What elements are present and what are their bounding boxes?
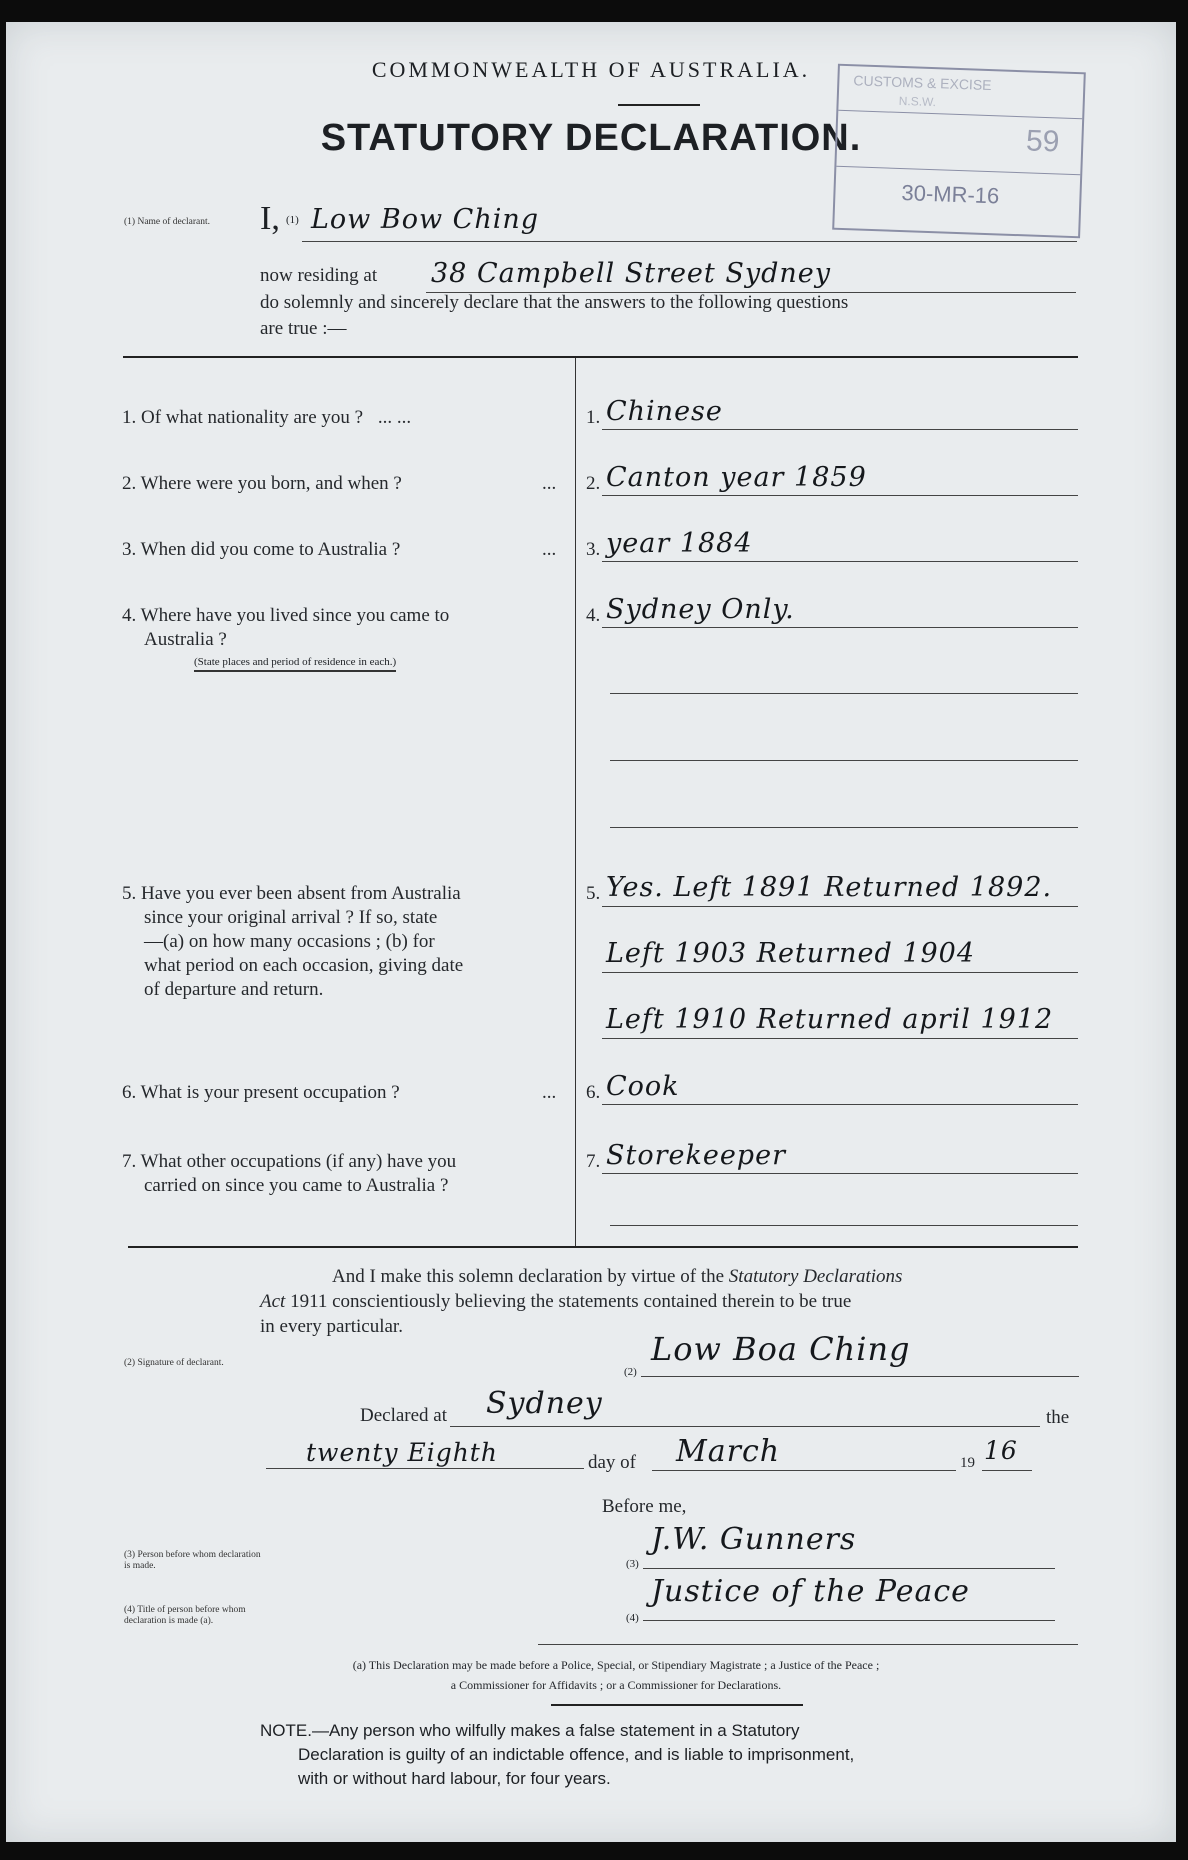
declaration-line-1b: Statutory Declarations <box>728 1266 903 1287</box>
answer-6: Cook <box>606 1071 680 1102</box>
question-3-leader: ... <box>542 539 557 560</box>
marker-4: (4) <box>626 1612 639 1624</box>
declared-place: Sydney <box>486 1386 603 1421</box>
stamp-divider <box>838 110 1082 120</box>
declaration-line-1a: And I make this solemn declaration by virtue of the <box>332 1266 725 1287</box>
person-title: Justice of the Peace <box>651 1574 970 1609</box>
place-line <box>450 1426 1040 1427</box>
answer-4-blank-line <box>610 827 1078 828</box>
margin-note-declarant: (1) Name of declarant. <box>124 217 210 227</box>
address-value: 38 Campbell Street Sydney <box>431 258 831 289</box>
answer-4-num: 4. <box>586 605 601 626</box>
question-5-text-line-5: of departure and return. <box>144 979 324 1000</box>
stamp-number: 59 <box>1025 124 1060 159</box>
question-4 <box>122 604 567 652</box>
column-divider <box>575 358 576 1246</box>
year-suffix: 16 <box>984 1436 1018 1465</box>
answer-7-num: 7. <box>586 1151 601 1172</box>
customs-stamp <box>832 64 1086 239</box>
answer-5-line-1: Yes. Left 1891 Returned 1892. <box>606 872 1053 903</box>
question-4-text-line-2: Australia ? <box>144 629 227 650</box>
year-line <box>982 1470 1032 1471</box>
answer-6-line <box>602 1104 1078 1105</box>
answer-1-line <box>602 429 1078 430</box>
question-1 <box>122 406 411 430</box>
answer-5-line <box>602 906 1078 907</box>
answer-7-blank-line <box>610 1225 1078 1226</box>
question-5-text-line-4: what period on each occasion, giving date <box>144 955 464 976</box>
answer-4-blank-line <box>610 760 1078 761</box>
declaration-paragraph <box>260 1264 1080 1339</box>
declared-day: twenty Eighth <box>306 1438 498 1467</box>
footnote-rule <box>538 1644 1078 1645</box>
question-6-text: What is your present occupation ? <box>140 1082 400 1103</box>
question-3-num: 3. <box>122 539 137 560</box>
question-7-num: 7. <box>122 1151 137 1172</box>
answer-7-line <box>602 1173 1078 1174</box>
commonwealth-heading: COMMONWEALTH OF AUSTRALIA. <box>371 57 811 82</box>
answer-1: Chinese <box>606 396 723 427</box>
question-4-num: 4. <box>122 605 137 626</box>
declare-line-2: are true :— <box>260 318 347 339</box>
question-6-num: 6. <box>122 1082 137 1103</box>
margin-note-person: (3) Person before whom declaration is made. <box>124 1550 261 1571</box>
declared-at-label: Declared at <box>360 1405 448 1426</box>
question-5-text-line-1: Have you ever been absent from Australia <box>141 883 461 904</box>
declarant-name: Low Bow Ching <box>311 204 540 235</box>
marker-3: (3) <box>626 1558 639 1570</box>
question-5-text-line-3: —(a) on how many occasions ; (b) for <box>144 931 435 952</box>
question-2-num: 2. <box>122 473 137 494</box>
day-of-label: day of <box>588 1452 637 1473</box>
marker-1: (1) <box>286 214 299 226</box>
question-4-text-line-1: Where have you lived since you came to <box>140 605 450 626</box>
marker-2: (2) <box>624 1366 637 1378</box>
footnote-line-2: a Commissioner for Affidavits ; or a Commissioner for Declarations. <box>450 1678 782 1692</box>
note-divider <box>551 1704 803 1706</box>
before-me-label: Before me, <box>602 1496 687 1517</box>
declaration-line-3: in every particular. <box>260 1316 403 1337</box>
stamp-divider <box>836 166 1080 176</box>
title-line <box>643 1620 1055 1621</box>
stamp-top-line: CUSTOMS & EXCISE <box>853 72 992 94</box>
person-signature: J.W. Gunners <box>651 1522 857 1557</box>
section-divider-bottom <box>128 1246 1078 1248</box>
question-2-leader: ... <box>542 473 557 494</box>
answer-3: year 1884 <box>606 528 753 559</box>
question-3-text: When did you come to Australia ? <box>140 539 401 560</box>
declaration-line-2a: Act <box>260 1291 286 1312</box>
declare-line-1: do solemnly and sincerely declare that the answers to the following questions <box>260 292 849 313</box>
note-line-3: with or without hard labour, for four years. <box>298 1769 611 1788</box>
answer-4: Sydney Only. <box>606 594 795 625</box>
answer-4-line <box>602 627 1078 628</box>
question-7 <box>122 1150 577 1198</box>
answer-2: Canton year 1859 <box>606 462 867 493</box>
note-line-2: Declaration is guilty of an indictable offence, and is liable to imprisonment, <box>298 1745 855 1764</box>
year-prefix: 19 <box>960 1455 975 1471</box>
document-title: STATUTORY DECLARATION. <box>320 117 862 159</box>
the-label: the <box>1046 1407 1070 1428</box>
answer-3-num: 3. <box>586 539 601 560</box>
section-divider-top <box>123 356 1078 358</box>
answer-5-line <box>602 1038 1078 1039</box>
answer-6-num: 6. <box>586 1082 601 1103</box>
i-label: I, <box>260 200 280 237</box>
declaration-page <box>6 22 1176 1842</box>
answer-2-line <box>602 495 1078 496</box>
person-line <box>643 1568 1055 1569</box>
margin-note-signature: (2) Signature of declarant. <box>124 1358 224 1368</box>
declarant-signature: Low Boa Ching <box>651 1330 911 1368</box>
declaration-line-2b: 1911 conscientiously believing the statements contained therein to be true <box>290 1291 852 1312</box>
question-5-text-line-2: since your original arrival ? If so, state <box>144 907 438 928</box>
question-4-note: (State places and period of residence in each.) <box>194 656 396 672</box>
declared-month: March <box>676 1434 781 1469</box>
question-1-leader: ... ... <box>377 407 412 428</box>
month-line <box>652 1470 956 1471</box>
day-line <box>266 1468 584 1469</box>
answer-5-line <box>602 972 1078 973</box>
footnote-line-1: (a) This Declaration may be made before a Police, Special, or Stipendiary Magistrate ; a Justice of the Peace ; <box>352 1658 880 1672</box>
residing-label: now residing at <box>260 265 378 286</box>
question-3 <box>122 538 557 562</box>
question-6 <box>122 1081 557 1105</box>
question-1-text: Of what nationality are you ? <box>141 407 364 428</box>
answer-5-num: 5. <box>586 883 601 904</box>
legal-note <box>260 1719 1090 1791</box>
answer-7: Storekeeper <box>606 1140 786 1171</box>
question-7-text-line-1: What other occupations (if any) have you <box>140 1151 457 1172</box>
answer-4-blank-line <box>610 693 1078 694</box>
question-6-leader: ... <box>542 1082 557 1103</box>
question-5 <box>122 882 577 1002</box>
question-1-num: 1. <box>122 407 137 428</box>
name-underline <box>302 241 1077 242</box>
question-2-text: Where were you born, and when ? <box>140 473 402 494</box>
title-divider <box>618 104 700 106</box>
question-7-text-line-2: carried on since you came to Australia ? <box>144 1175 449 1196</box>
answer-5-line-3: Left 1910 Returned april 1912 <box>606 1004 1054 1035</box>
question-2 <box>122 472 557 496</box>
stamp-date: 30-MR-16 <box>901 180 1000 209</box>
answer-5-line-2: Left 1903 Returned 1904 <box>606 938 976 969</box>
question-5-num: 5. <box>122 883 137 904</box>
margin-note-title: (4) Title of person before whom declaration is made (a). <box>124 1605 246 1626</box>
answer-3-line <box>602 561 1078 562</box>
answer-2-num: 2. <box>586 473 601 494</box>
answer-1-num: 1. <box>586 407 601 428</box>
note-line-1: NOTE.—Any person who wilfully makes a false statement in a Statutory <box>260 1721 800 1740</box>
signature-line <box>641 1376 1079 1377</box>
stamp-second-line: N.S.W. <box>898 93 937 110</box>
